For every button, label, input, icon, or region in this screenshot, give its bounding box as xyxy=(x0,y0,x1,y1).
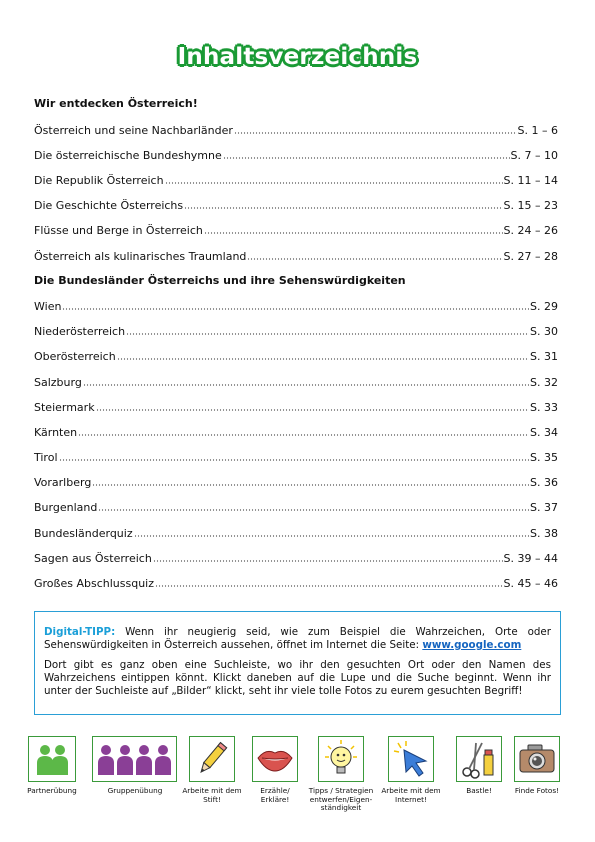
toc-item[interactable]: Großes Abschlussquiz S. 45 – 46 xyxy=(34,577,558,590)
toc-item[interactable]: Burgenland S. 37 xyxy=(34,501,558,514)
tip-paragraph-1: Digital-TIPP: Wenn ihr neugierig seid, wie zum Beispiel die Wahrzeichen, Orte oder Sehenswürdigkeiten in Österreich aussehen, öffnet im Internet die Seite: www.google.com xyxy=(44,626,551,651)
toc-item[interactable]: Oberösterreich S. 31 xyxy=(34,350,558,363)
tip-paragraph-2: Dort gibt es ganz oben eine Suchleiste, wo ihr den gesuchten Ort oder den Namen des Wahrzeichens eintippen könnt. Klickt daneben auf die Lupe und die Suche beginnt. Wenn ihr unter der Suchleiste auf „Bilder“ klickt, seht ihr viele tolle Fotos zu eurem gesuchten Begriff! xyxy=(44,659,551,697)
toc-item[interactable]: Die Republik Österreich S. 11 – 14 xyxy=(34,174,558,187)
section-heading-states: Die Bundesländer Österreichs und ihre Sehenswürdigkeiten xyxy=(34,274,406,287)
toc-item[interactable]: Salzburg S. 32 xyxy=(34,376,558,389)
legend-label: Bastle! xyxy=(466,786,492,795)
legend-label: Tipps / Strategien entwerfen/Eigen-ständigkeit xyxy=(308,786,374,812)
pencil-icon xyxy=(189,736,235,782)
mouth-icon xyxy=(252,736,298,782)
toc-item[interactable]: Österreich als kulinarisches Traumland S. 27 – 28 xyxy=(34,250,558,263)
digital-tip-box xyxy=(34,611,561,715)
toc-item[interactable]: Vorarlberg S. 36 xyxy=(34,476,558,489)
partner-icon xyxy=(28,736,76,782)
scissors-glue-icon xyxy=(456,736,502,782)
toc-item[interactable]: Die Geschichte Österreichs S. 15 – 23 xyxy=(34,199,558,212)
toc-item[interactable]: Flüsse und Berge in Österreich S. 24 – 26 xyxy=(34,224,558,237)
toc-item[interactable]: Die österreichische Bundeshymne S. 7 – 10 xyxy=(34,149,558,162)
legend-label: Arbeite mit dem Stift! xyxy=(182,786,242,804)
cursor-icon xyxy=(388,736,434,782)
toc-item[interactable]: Sagen aus Österreich S. 39 – 44 xyxy=(34,552,558,565)
toc-item[interactable]: Tirol S. 35 xyxy=(34,451,558,464)
legend-label: Partnerübung xyxy=(27,786,77,795)
tip-label: Digital-TIPP: xyxy=(44,626,116,638)
toc-item[interactable]: Österreich und seine Nachbarländer S. 1 – 6 xyxy=(34,124,558,137)
section-heading-austria: Wir entdecken Österreich! xyxy=(34,97,198,110)
toc-item[interactable]: Kärnten S. 34 xyxy=(34,426,558,439)
toc-item[interactable]: Bundesländerquiz S. 38 xyxy=(34,527,558,540)
page-title: Inhaltsverzeichnis xyxy=(177,44,418,70)
legend-label: Gruppenübung xyxy=(107,786,163,795)
toc-item[interactable]: Wien S. 29 xyxy=(34,300,558,313)
google-link[interactable]: www.google.com xyxy=(422,639,522,651)
legend-label: Erzähle/ Erkläre! xyxy=(260,786,290,804)
lightbulb-icon xyxy=(318,736,364,782)
camera-icon xyxy=(514,736,560,782)
toc-item[interactable]: Steiermark S. 33 xyxy=(34,401,558,414)
toc-item[interactable]: Niederösterreich S. 30 xyxy=(34,325,558,338)
legend-label: Arbeite mit dem Internet! xyxy=(381,786,441,804)
legend-label: Finde Fotos! xyxy=(514,786,560,795)
group-icon xyxy=(92,736,177,782)
